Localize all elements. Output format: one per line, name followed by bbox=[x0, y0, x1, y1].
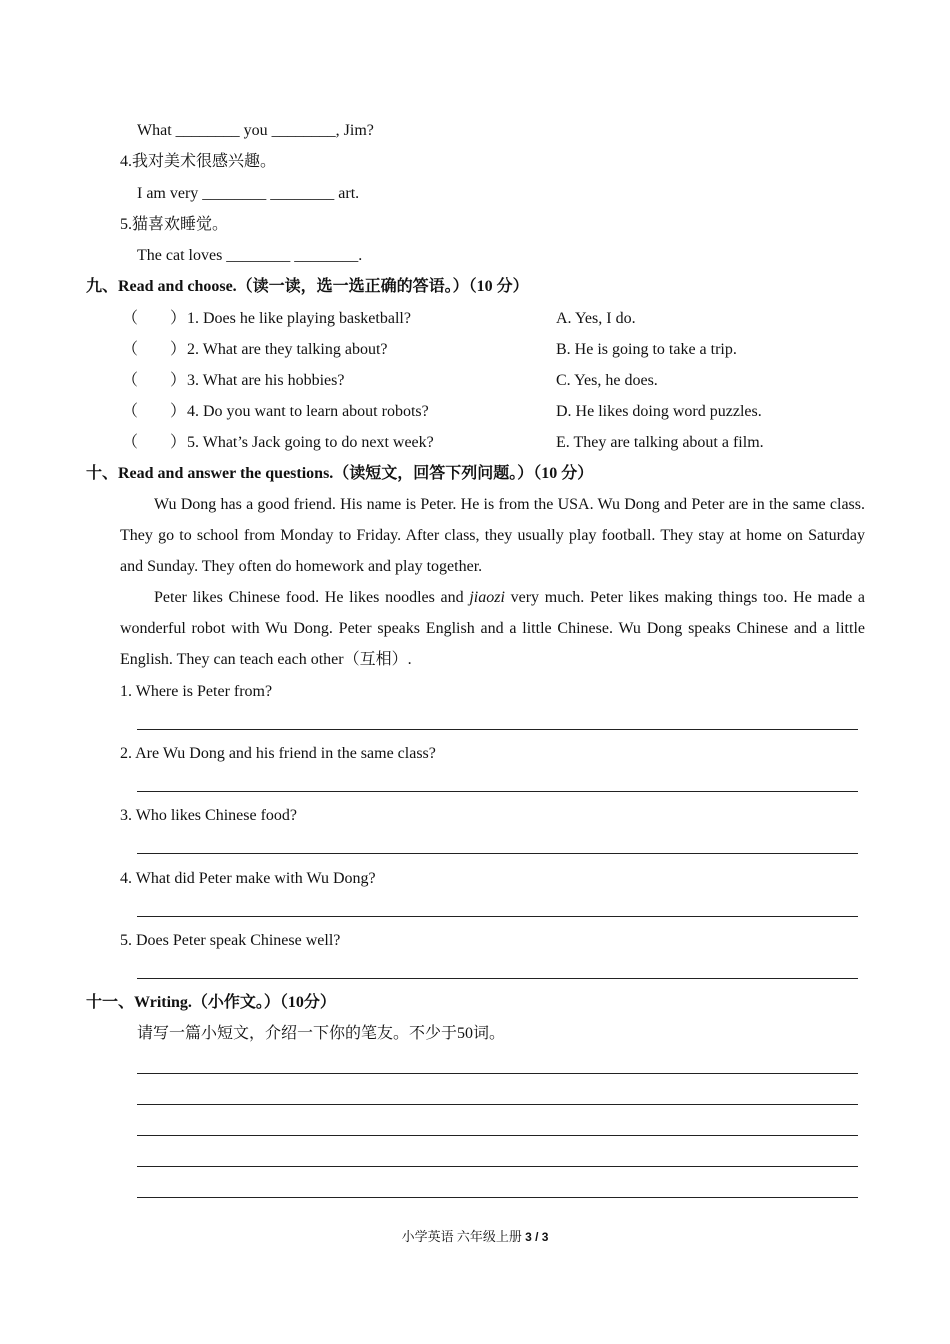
choose-option-a: A. Yes, I do. bbox=[556, 310, 636, 327]
writing-prompt: 请写一篇小短文，介绍一下你的笔友。不少于50词。 bbox=[137, 1025, 506, 1042]
fill-line-3: What ________ you ________, Jim? bbox=[137, 122, 374, 139]
answer-line-5[interactable] bbox=[137, 978, 858, 979]
writing-line-5[interactable] bbox=[137, 1197, 858, 1198]
section-9-title: 九、Read and choose.（读一读，选一选正确的答语。）（10 分） bbox=[86, 278, 529, 295]
choose-bracket-5: （ ） bbox=[122, 434, 187, 451]
writing-line-3[interactable] bbox=[137, 1135, 858, 1136]
reading-question-3: 3. Who likes Chinese food? bbox=[120, 807, 298, 824]
choose-question-1: 1. Does he like playing basketball? bbox=[187, 310, 411, 327]
paragraph-2-part-a: Peter likes Chinese food. He likes noodles and bbox=[154, 589, 470, 606]
reading-paragraph-1: Wu Dong has a good friend. His name is Peter. He is from the USA. Wu Dong and Peter are in the same class. They go to school from Monday to Friday. After class, they usually play football. They stay at home on Saturday and Sunday. They often do homework and play together. bbox=[120, 496, 865, 575]
choose-option-b: B. He is going to take a trip. bbox=[556, 341, 737, 358]
choose-bracket-1: （ ） bbox=[122, 310, 187, 327]
answer-line-4[interactable] bbox=[137, 916, 858, 917]
choose-question-5: 5. What’s Jack going to do next week? bbox=[187, 434, 434, 451]
choose-bracket-2: （ ） bbox=[122, 341, 187, 358]
reading-question-4: 4. What did Peter make with Wu Dong? bbox=[120, 870, 376, 887]
choose-option-d: D. He likes doing word puzzles. bbox=[556, 403, 762, 420]
fill-q4-english: I am very ________ ________ art. bbox=[137, 185, 360, 202]
choose-question-2: 2. What are they talking about? bbox=[187, 341, 388, 358]
choose-option-c: C. Yes, he does. bbox=[556, 372, 658, 389]
answer-line-1[interactable] bbox=[137, 729, 858, 730]
writing-line-1[interactable] bbox=[137, 1073, 858, 1074]
section-11-title: 十一、Writing.（小作文。）（10分） bbox=[86, 994, 336, 1011]
choose-option-e: E. They are talking about a film. bbox=[556, 434, 764, 451]
paragraph-2-italic-word: jiaozi bbox=[469, 589, 505, 606]
paragraph-2-part-b: very much. Peter likes making things too. He made a wonderful robot with Wu Dong. Peter speaks English and a little Chinese. Wu Dong speaks Chinese and a little English. They can teach each other（互相）. bbox=[120, 589, 866, 668]
reading-question-2: 2. Are Wu Dong and his friend in the same class? bbox=[120, 745, 436, 762]
writing-line-4[interactable] bbox=[137, 1166, 858, 1167]
page-footer bbox=[0, 1228, 950, 1246]
writing-line-2[interactable] bbox=[137, 1104, 858, 1105]
reading-question-1: 1. Where is Peter from? bbox=[120, 683, 273, 700]
footer-text: 小学英语 六年级上册 bbox=[401, 1229, 522, 1244]
choose-question-4: 4. Do you want to learn about robots? bbox=[187, 403, 429, 420]
reading-paragraph-2 bbox=[120, 582, 865, 675]
choose-question-3: 3. What are his hobbies? bbox=[187, 372, 345, 389]
choose-bracket-3: （ ） bbox=[122, 372, 187, 389]
answer-line-3[interactable] bbox=[137, 853, 858, 854]
fill-q4-chinese: 4.我对美术很感兴趣。 bbox=[120, 153, 277, 170]
choose-bracket-4: （ ） bbox=[122, 403, 187, 420]
answer-line-2[interactable] bbox=[137, 791, 858, 792]
reading-question-5: 5. Does Peter speak Chinese well? bbox=[120, 932, 341, 949]
section-10-title: 十、Read and answer the questions.（读短文，回答下列问题。）（10 分） bbox=[86, 465, 594, 482]
fill-q5-english: The cat loves ________ ________. bbox=[137, 247, 363, 264]
page-number: 3 / 3 bbox=[525, 1230, 549, 1244]
fill-q5-chinese: 5.猫喜欢睡觉。 bbox=[120, 216, 229, 233]
